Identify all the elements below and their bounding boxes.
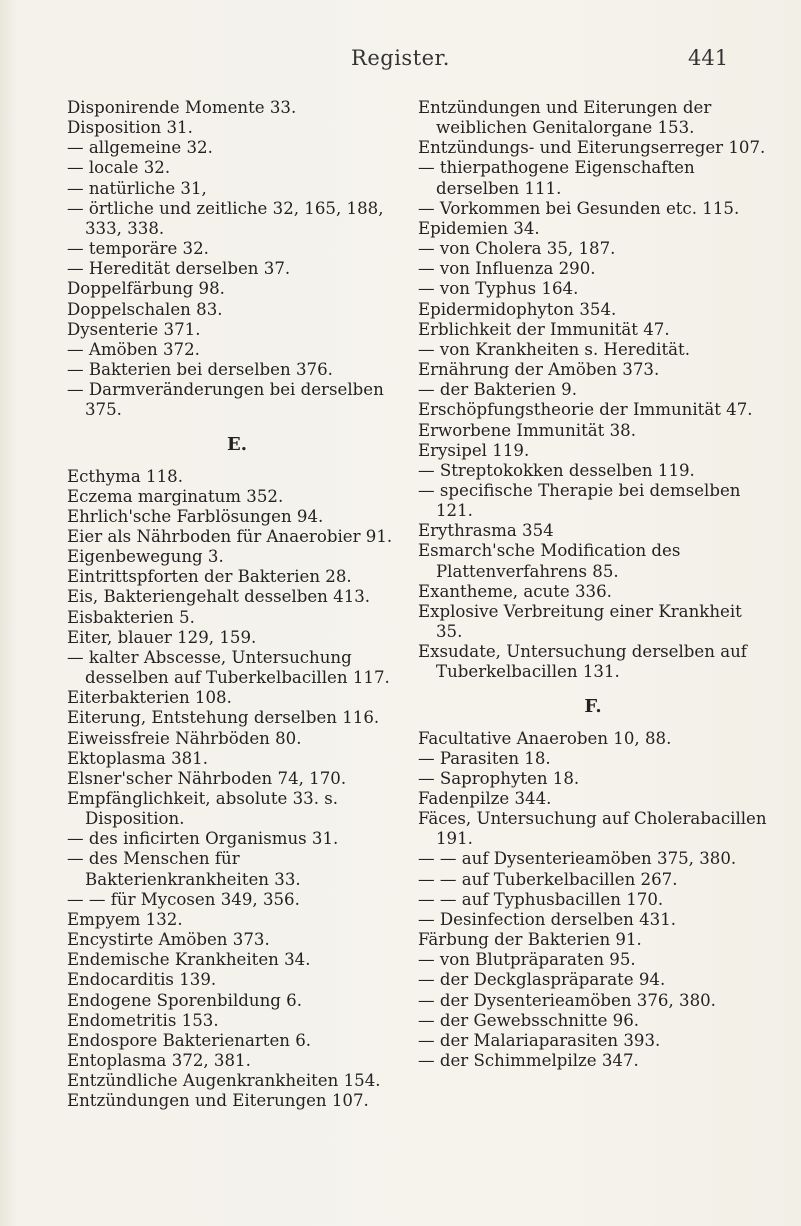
index-entry: Erworbene Immunität 38. [418, 420, 636, 440]
index-entry: Endospore Bakterienarten 6. [67, 1030, 312, 1050]
index-entry: Eis, Bakteriengehalt desselben 413. [67, 587, 371, 607]
index-entry: Eigenbewegung 3. [67, 547, 224, 567]
index-entry: Facultative Anaeroben 10, 88. [418, 728, 672, 748]
index-entry: Eiweissfreie Nährböden 80. [67, 728, 302, 748]
index-entry: Disponirende Momente 33. [67, 98, 297, 117]
index-entry: — der Gewebsschnitte 96. [418, 1010, 640, 1030]
index-entry: — der Bakterien 9. [418, 380, 578, 400]
index-entry: Eiterung, Entstehung derselben 116. [67, 708, 380, 728]
index-entry: — thierpathogene Eigenschaften derselben 111. [418, 158, 695, 198]
index-entry: Entoplasma 372, 381. [67, 1051, 251, 1071]
index-entry: — der Deckglaspräparate 94. [418, 970, 666, 990]
section-letter-heading: F. [584, 695, 602, 717]
index-entry: — örtliche und zeitliche 32, 165, 188, 333, 338. [67, 198, 384, 238]
index-entry: — Streptokokken desselben 119. [418, 460, 695, 480]
index-entry: — kalter Abscesse, Untersuchung desselben auf Tuberkelbacillen 117. [67, 647, 390, 688]
index-entry: — Heredität derselben 37. [67, 259, 291, 279]
running-header-title: Register. [351, 46, 450, 70]
index-entry: Doppelfärbung 98. [67, 279, 225, 299]
index-entry: — allgemeine 32. [67, 138, 213, 158]
index-entry: — — für Mycosen 349, 356. [67, 889, 300, 909]
index-entry: — — auf Tuberkelbacillen 267. [418, 869, 678, 889]
index-entry: — locale 32. [67, 158, 171, 178]
index-entry: Entzündungen und Eiterungen der weiblichen Genitalorgane 153. [418, 98, 712, 138]
index-entry: Exsudate, Untersuchung derselben auf Tuberkelbacillen 131. [418, 642, 747, 682]
index-entry: — Amöben 372. [67, 339, 200, 359]
index-entry: — des Menschen für Bakterienkrankheiten 33. [67, 849, 301, 889]
index-column-left [67, 98, 407, 1112]
index-entry: Explosive Verbreitung einer Krankheit 35. [418, 601, 742, 642]
index-entry: Eczema marginatum 352. [67, 486, 284, 506]
index-entry: — natürliche 31, [67, 178, 207, 198]
index-entry: Eiterbakterien 108. [67, 688, 232, 708]
index-entry: — — auf Typhusbacillen 170. [418, 889, 664, 909]
index-entry: — der Dysenterieamöben 376, 380. [418, 990, 716, 1010]
index-entry: — Saprophyten 18. [418, 768, 580, 788]
index-entry: Färbung der Bakterien 91. [418, 930, 642, 950]
index-entry: Endometritis 153. [67, 1010, 219, 1030]
index-entry: Encystirte Amöben 373. [67, 930, 270, 950]
index-entry: Epidemien 34. [418, 218, 540, 238]
index-entry: Ernährung der Amöben 373. [418, 360, 660, 380]
index-column-right [418, 98, 768, 1071]
index-entry: — von Blutpräparaten 95. [418, 950, 636, 970]
index-entry: Fadenpilze 344. [418, 789, 552, 808]
index-entry: Erschöpfungstheorie der Immunität 47. [418, 400, 753, 420]
index-entry: Eisbakterien 5. [67, 607, 195, 627]
index-entry: Erblichkeit der Immunität 47. [418, 319, 670, 339]
index-entry: Ektoplasma 381. [67, 748, 209, 768]
index-entry: Endocarditis 139. [67, 970, 217, 990]
index-entry: Fäces, Untersuchung auf Cholerabacillen 191. [418, 809, 767, 849]
index-entry: — von Influenza 290. [418, 259, 596, 279]
index-entry: — Parasiten 18. [418, 748, 551, 768]
index-entry: Erysipel 119. [418, 440, 530, 460]
index-entry: Exantheme, acute 336. [418, 581, 612, 601]
index-entry: Epidermidophyton 354. [418, 299, 617, 319]
index-entry: Eier als Nährboden für Anaerobier 91. [67, 526, 393, 546]
index-entry: Ehrlich'sche Farblösungen 94. [67, 506, 324, 526]
index-entry: — — auf Dysenterieamöben 375, 380. [418, 849, 737, 869]
index-entry: Elsner'scher Nährboden 74, 170. [67, 768, 347, 788]
index-entry: Entzündliche Augenkrankheiten 154. [67, 1071, 381, 1091]
index-entry: — Darmveränderungen bei derselben 375. [67, 380, 384, 420]
index-entry: — Vorkommen bei Gesunden etc. 115. [418, 198, 740, 218]
index-entry: Eintrittspforten der Bakterien 28. [67, 567, 352, 587]
index-entry: Ecthyma 118. [67, 466, 183, 486]
index-entry: Eiter, blauer 129, 159. [67, 627, 257, 647]
index-entry: Empyem 132. [67, 909, 183, 929]
index-entry: Entzündungen und Eiterungen 107. [67, 1091, 369, 1111]
index-entry: — des inficirten Organismus 31. [67, 829, 339, 849]
index-entry: Endogene Sporenbildung 6. [67, 990, 303, 1010]
index-entry: Disposition 31. [67, 118, 193, 138]
index-entry: — specifische Therapie bei demselben 121. [418, 480, 741, 521]
index-entry: — von Krankheiten s. Heredität. [418, 339, 690, 359]
index-entry: Endemische Krankheiten 34. [67, 950, 311, 970]
index-entry: Erythrasma 354 [418, 521, 554, 541]
section-letter-heading: E. [227, 433, 247, 455]
index-entry: Empfänglichkeit, absolute 33. s. Disposition. [67, 789, 339, 829]
page-number: 441 [688, 46, 729, 70]
index-entry: Doppelschalen 83. [67, 299, 223, 319]
index-entry: — temporäre 32. [67, 239, 209, 259]
index-entry: — von Typhus 164. [418, 279, 579, 299]
index-entry: Entzündungs- und Eiterungserreger 107. [418, 138, 766, 158]
index-entry: — der Schimmelpilze 347. [418, 1051, 639, 1071]
index-entry: — Bakterien bei derselben 376. [67, 360, 333, 380]
index-entry: — der Malariaparasiten 393. [418, 1030, 661, 1050]
index-entry: Dysenterie 371. [67, 319, 201, 339]
index-entry: — von Cholera 35, 187. [418, 239, 616, 259]
index-entry: Esmarch'sche Modification des Plattenverfahrens 85. [418, 541, 681, 581]
index-entry: — Desinfection derselben 431. [418, 909, 677, 929]
